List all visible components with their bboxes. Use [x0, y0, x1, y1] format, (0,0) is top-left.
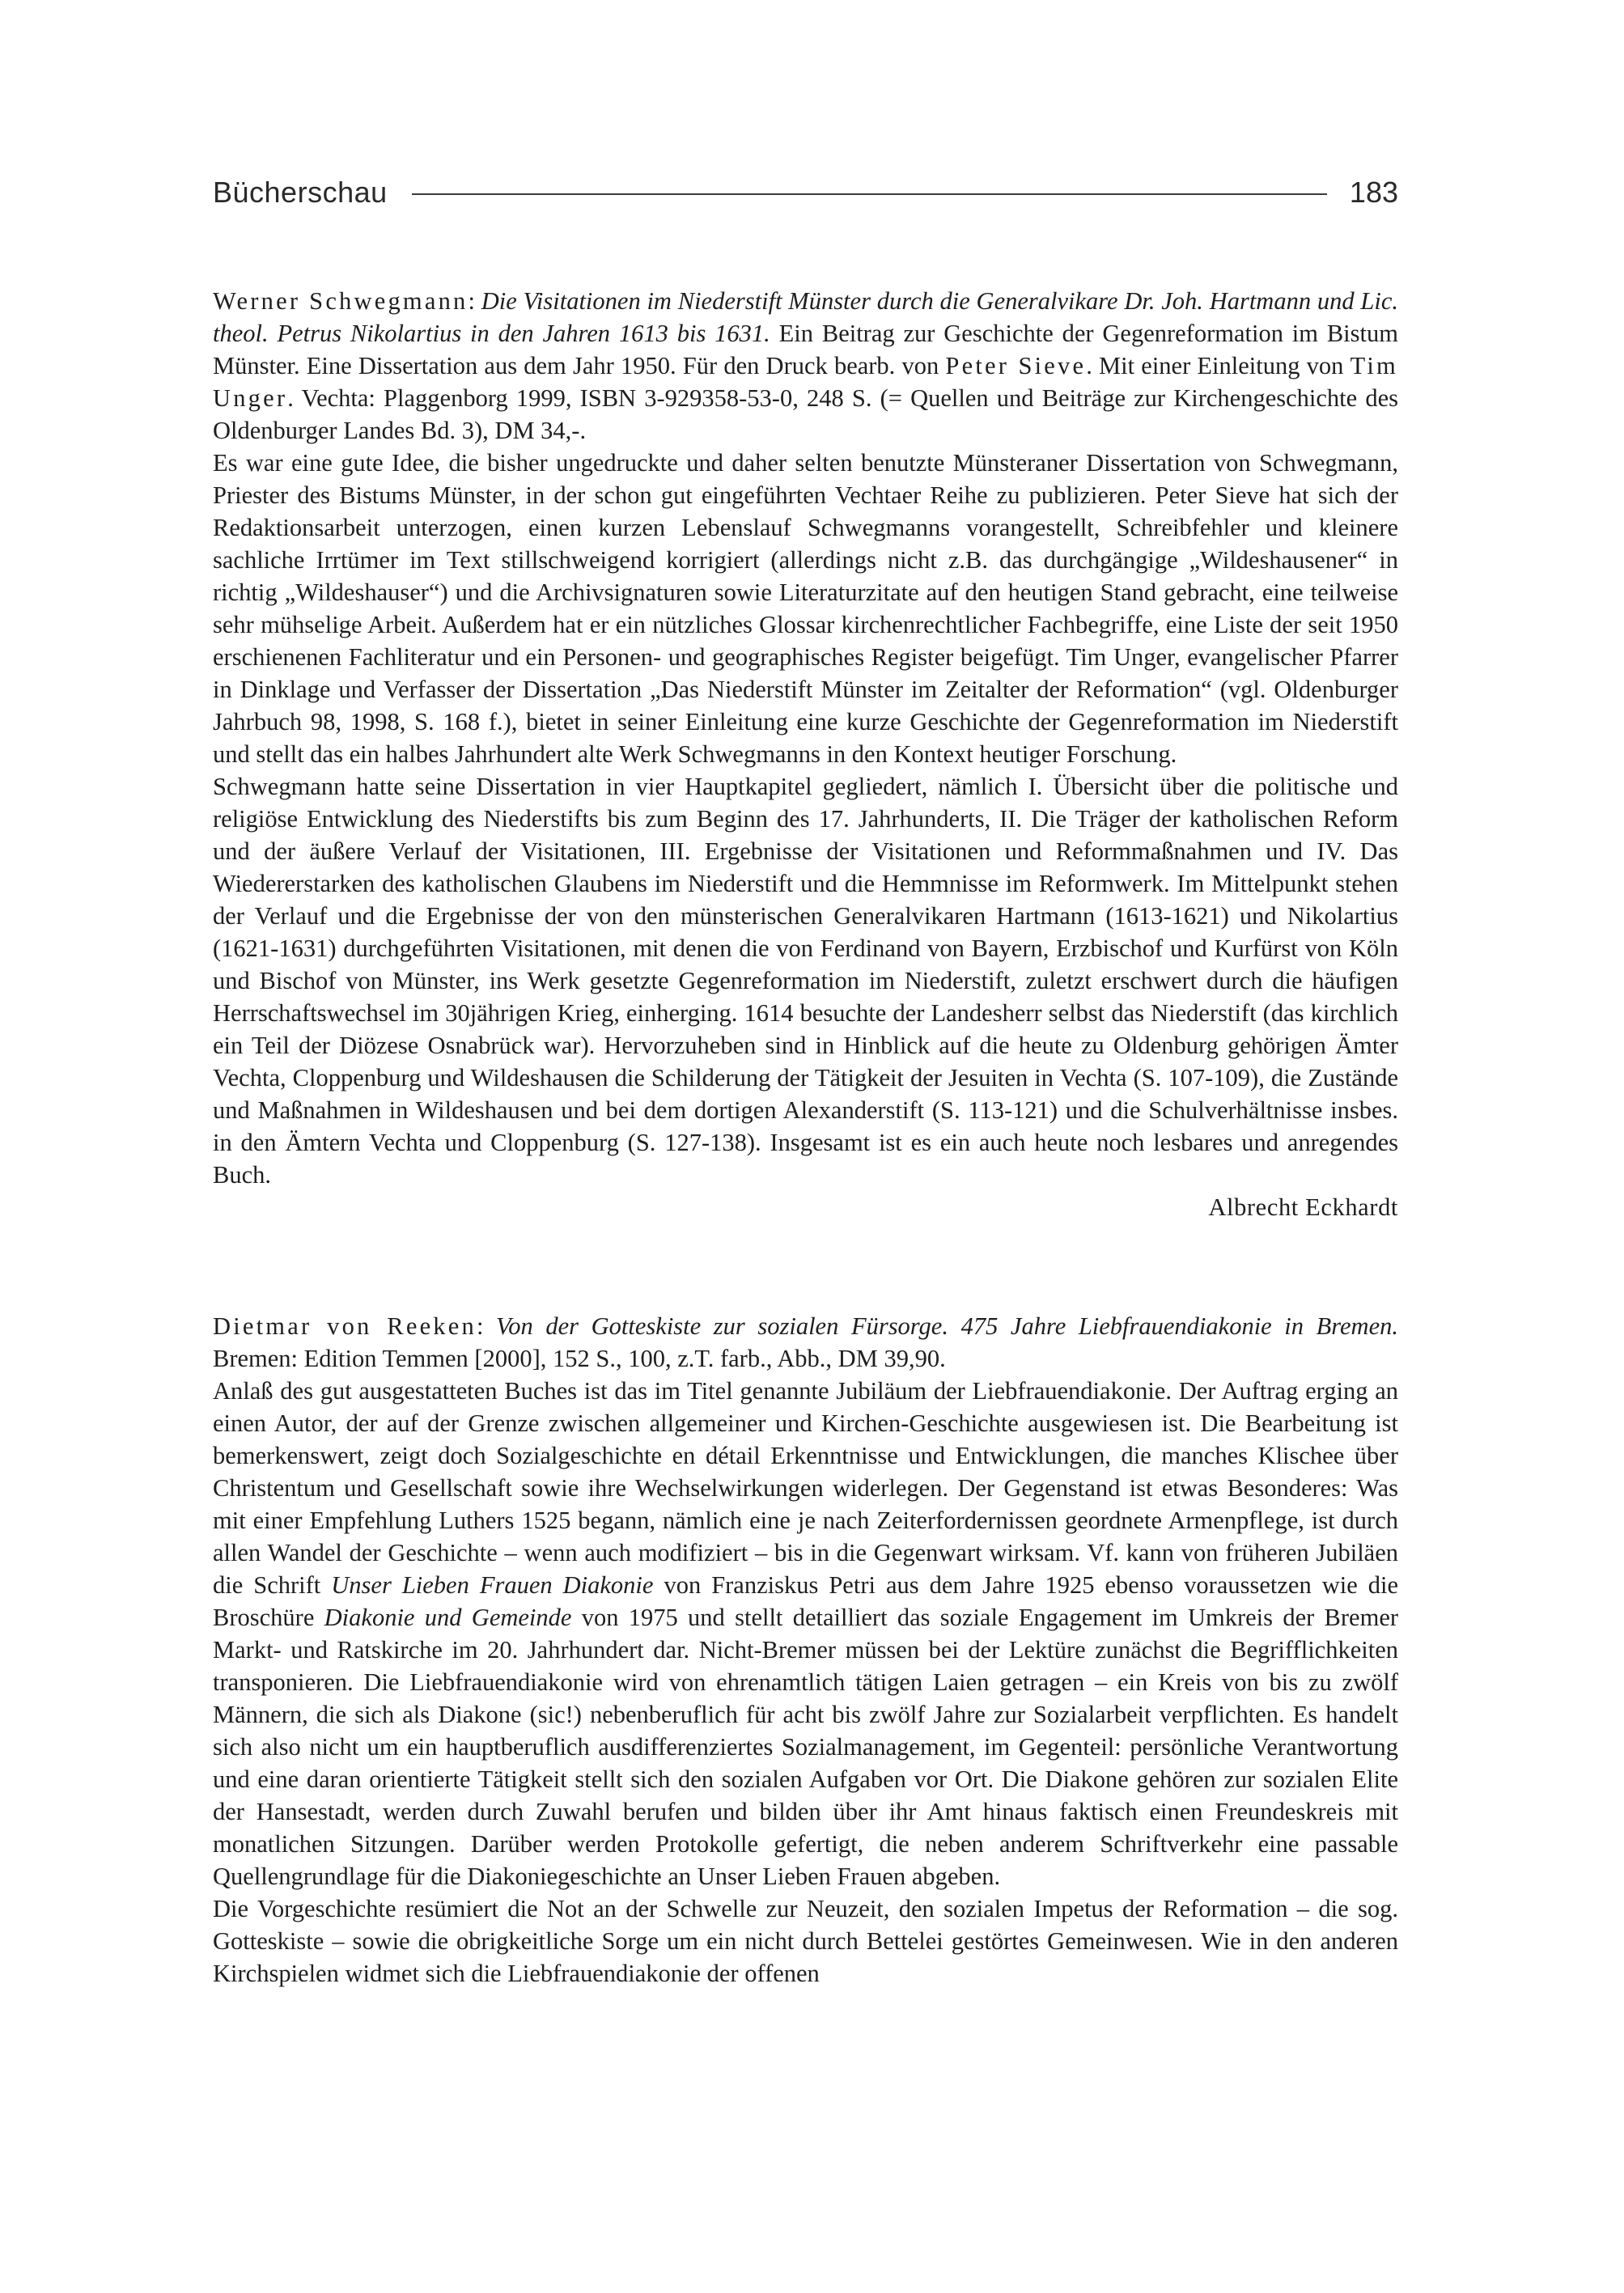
book-title: Die Visitationen im Niederstift Münster durch die Generalvikare Dr. Joh. Hartmann und Lic. theol. Petrus Nikolartius in den Jahren 1613 bis 1631.: [213, 287, 1398, 347]
book-title: Von der Gotteskiste zur sozialen Fürsorge. 475 Jahre Liebfrauendiakonie in Bremen.: [496, 1312, 1398, 1340]
review-paragraph: Die Vorgeschichte resümiert die Not an der Schwelle zur Neuzeit, den sozialen Impetus der Reformation – die sog. Gotteskiste – sowie die obrigkeitliche Sorge um ein nicht durch Bettelei gestörtes Gemeinwesen. Wie in den anderen Kirchspielen widmet sich die Liebfrauendiakonie der offenen: [213, 1895, 1398, 1987]
header-rule: [412, 193, 1327, 195]
author-separator: :: [468, 287, 481, 315]
review-von-reeken: [213, 1310, 1398, 1990]
editor-name: Peter Sieve: [945, 352, 1087, 379]
page-body: [213, 168, 1398, 1990]
publication-info: Ein Beitrag zur Geschichte der Gegenreformation im Bistum Münster. Eine Dissertation aus dem Jahr 1950. Für den Druck bearb. von: [213, 320, 1398, 379]
section-title: Bücherschau: [213, 176, 388, 209]
publication-info: . Mit einer Einleitung von: [1086, 352, 1351, 379]
publication-info: . Vechta: Plaggenborg 1999, ISBN 3-929358-53-0, 248 S. (= Quellen und Beiträge zur Kirchengeschichte des Oldenburger Landes Bd. 3), DM 34,-.: [213, 384, 1398, 444]
reviewer-signature: Albrecht Eckhardt: [1208, 1193, 1398, 1221]
publication-info: Bremen: Edition Temmen [2000], 152 S., 100, z.T. farb., Abb., DM 39,90.: [213, 1345, 946, 1372]
review-paragraph: Es war eine gute Idee, die bisher ungedruckte und daher selten benutzte Münsteraner Dissertation von Schwegmann, Priester des Bistums Münster, in der schon gut eingeführten Vechtaer Reihe zu publizieren. Peter Sieve hat sich der Redaktionsarbeit unterzogen, einen kurzen Lebenslauf Schwegmanns vorangestellt, Schreibfehler und kleinere sachliche Irrtümer im Text stillschweigend korrigiert (allerdings nicht z.B. das durchgängige „Wildeshausener“ in richtig „Wildeshauser“) und die Archivsignaturen sowie Literaturzitate auf den heutigen Stand gebracht, eine teilweise sehr mühselige Arbeit. Außerdem hat er ein nützliches Glossar kirchenrechtlicher Fachbegriffe, eine Liste der seit 1950 erschienenen Fachliteratur und ein Personen- und geographisches Register beigefügt. Tim Unger, evangelischer Pfarrer in Dinklage und Verfasser der Dissertation „Das Niederstift Münster im Zeitalter der Reformation“ (vgl. Oldenburger Jahrbuch 98, 1998, S. 168 f.), bietet in seiner Einleitung eine kurze Geschichte der Gegenreformation im Niederstift und stellt das ein halbes Jahrhundert alte Werk Schwegmanns in den Kontext heutiger Forschung.: [213, 449, 1398, 768]
author-separator: :: [476, 1312, 497, 1340]
running-header: [213, 168, 1398, 217]
author-name: Dietmar von Reeken: [213, 1312, 477, 1340]
page-number: 183: [1349, 176, 1398, 209]
review-paragraph: Anlaß des gut ausgestatteten Buches ist das im Titel genannte Jubiläum der Liebfrauendiakonie. Der Auftrag erging an einen Autor, der auf der Grenze zwischen allgemeiner und Kirchen-Geschichte ausgewiesen ist. Die Bearbeitung ist bemerkenswert, zeigt doch Sozialgeschichte en détail Erkenntnisse und Entwicklungen, die manches Klischee über Christentum und Gesellschaft sowie ihre Wechselwirkungen widerlegen. Der Gegenstand ist etwas Besonderes: Was mit einer Empfehlung Luthers 1525 begann, nämlich eine je nach Zeiterfordernissen geordnete Armenpflege, ist durch allen Wandel der Geschichte – wenn auch modifiziert – bis in die Gegenwart wirksam. Vf. kann von früheren Jubiläen die Schrift Unser Lieben Frauen Diakonie von Franziskus Petri aus dem Jahre 1925 ebenso voraussetzen wie die Broschüre Diakonie und Gemeinde von 1975 und stellt detailliert das soziale Engagement im Umkreis der Bremer Markt- und Ratskirche im 20. Jahrhundert dar. Nicht-Bremer müssen bei der Lektüre zunächst die Begrifflichkeiten transponieren. Die Liebfrauendiakonie wird von ehrenamtlich tätigen Laien getragen – ein Kreis von bis zu zwölf Männern, die sich als Diakone (sic!) nebenberuflich für acht bis zwölf Jahre zur Sozialarbeit verpflichten. Es handelt sich also nicht um ein hauptberuflich ausdifferenziertes Sozialmanagement, im Gegenteil: persönliche Verantwortung und eine daran orientierte Tätigkeit stellt sich den sozialen Aufgaben vor Ort. Die Diakone gehören zur sozialen Elite der Hansestadt, werden durch Zuwahl berufen und bilden über ihr Amt hinaus faktisch einen Freundeskreis mit monatlichen Sitzungen. Darüber werden Protokolle gefertigt, die neben anderem Schriftverkehr eine passable Quellengrundlage für die Diakoniegeschichte an Unser Lieben Frauen abgeben.: [213, 1377, 1399, 1890]
introduction-author-name: Tim Unger: [213, 352, 1398, 412]
author-name: Werner Schwegmann: [213, 287, 469, 315]
review-paragraph: Schwegmann hatte seine Dissertation in vier Hauptkapitel gegliedert, nämlich I. Übersicht über die politische und religiöse Entwicklung des Niederstifts bis zum Beginn des 17. Jahrhunderts, II. Die Träger der katholischen Reform und der äußere Verlauf der Visitationen, III. Ergebnisse der Visitationen und Reformmaßnahmen und IV. Das Wiedererstarken des katholischen Glaubens im Niederstift und die Hemmnisse im Reformwerk. Im Mittelpunkt stehen der Verlauf und die Ergebnisse der von den münsterischen Generalvikaren Hartmann (1613-1621) und Nikolartius (1621-1631) durchgeführten Visitationen, mit denen die von Ferdinand von Bayern, Erzbischof und Kurfürst von Köln und Bischof von Münster, ins Werk gesetzte Gegenreformation im Niederstift, zuletzt erschwert durch die häufigen Herrschaftswechsel im 30jährigen Krieg, einherging. 1614 besuchte der Landesherr selbst das Niederstift (das kirchlich ein Teil der Diözese Osnabrück war). Hervorzuheben sind in Hinblick auf die heute zu Oldenburg gehörigen Ämter Vechta, Cloppenburg und Wildeshausen die Schilderung der Tätigkeit der Jesuiten in Vechta (S. 107-109), die Zustände und Maßnahmen in Wildeshausen und bei dem dortigen Alexanderstift (S. 113-121) und die Schulverhältnisse insbes. in den Ämtern Vechta und Cloppenburg (S. 127-138). Insgesamt ist es ein auch heute noch lesbares und anregendes Buch.: [213, 773, 1398, 1189]
citation: [213, 285, 1398, 447]
review-schwegmann: [213, 285, 1398, 1223]
citation: [213, 1310, 1398, 1375]
